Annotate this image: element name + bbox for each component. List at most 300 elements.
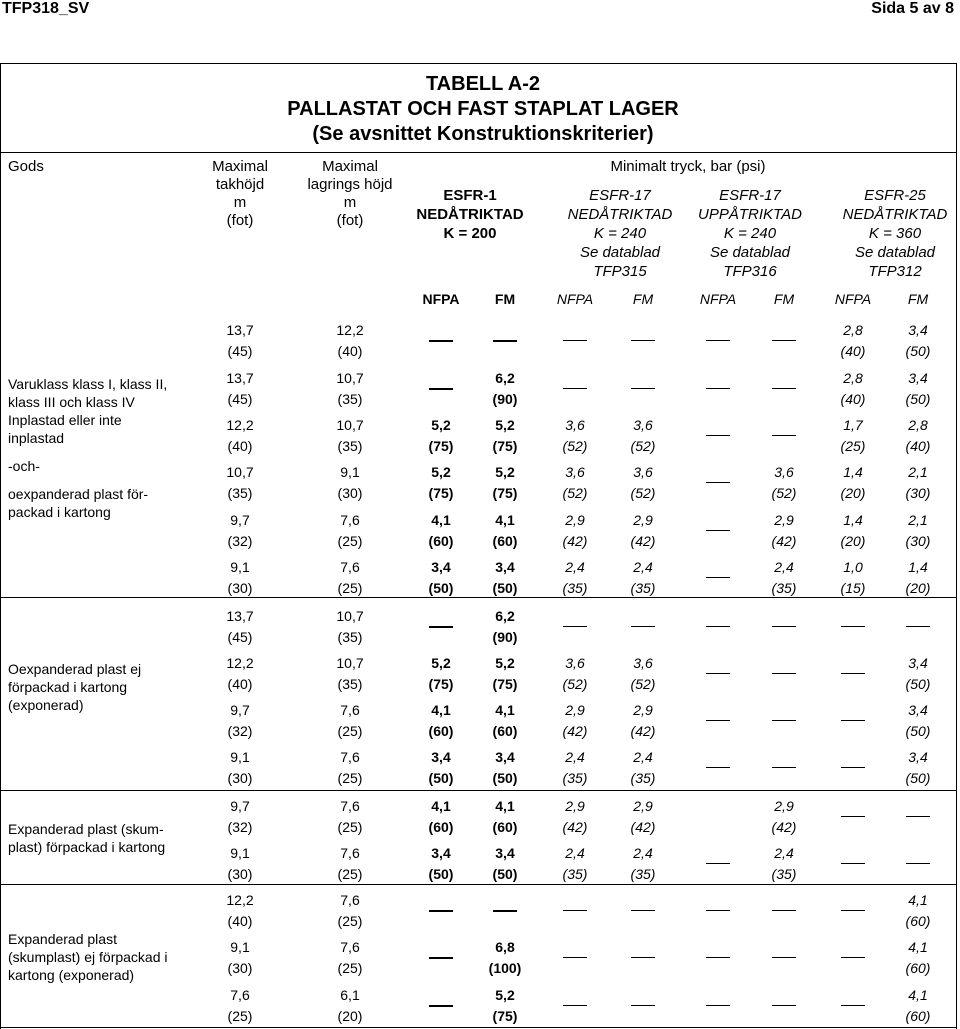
pressure-cell-text: (42) bbox=[630, 533, 656, 549]
no-value-dash bbox=[631, 957, 655, 958]
lagring-cell-text: (25) bbox=[337, 533, 363, 549]
esfr17u-header-line: K = 240 bbox=[723, 225, 777, 242]
no-value-dash bbox=[631, 340, 655, 341]
no-value-dash bbox=[772, 340, 796, 341]
pressure-cell bbox=[883, 890, 953, 932]
pressure-cell-text: 4,1 bbox=[908, 892, 928, 908]
no-value-dash bbox=[429, 388, 453, 390]
no-value-dash bbox=[772, 720, 796, 721]
pressure-cell-text: 2,4 bbox=[565, 559, 585, 575]
pressure-cell-text: (15) bbox=[840, 580, 866, 596]
pressure-cell bbox=[883, 700, 953, 742]
no-value-dash bbox=[563, 957, 587, 958]
no-value-dash bbox=[706, 435, 730, 436]
lagring-cell-text: (25) bbox=[337, 580, 363, 596]
pressure-cell-text: 3,6 bbox=[565, 464, 585, 480]
no-value-dash bbox=[906, 863, 930, 864]
gods-group-2 bbox=[8, 660, 188, 714]
pressure-cell-text: 1,4 bbox=[908, 559, 928, 575]
no-value-dash bbox=[841, 720, 865, 721]
takhojd-cell bbox=[200, 368, 280, 410]
lagring-header-line: m bbox=[343, 194, 357, 211]
pressure-cell-text: (40) bbox=[840, 343, 866, 359]
takhojd-cell-text: (40) bbox=[227, 676, 253, 692]
no-value-dash bbox=[772, 626, 796, 627]
no-value-dash bbox=[706, 720, 730, 721]
takhojd-cell-text: 9,7 bbox=[230, 702, 250, 718]
lagring-cell bbox=[310, 700, 390, 742]
lagring-cell-text: (35) bbox=[337, 676, 363, 692]
gods-group-1 bbox=[8, 375, 188, 521]
pressure-cell-text: 3,4 bbox=[495, 559, 515, 575]
pressure-cell bbox=[540, 843, 610, 885]
lagring-cell bbox=[310, 606, 390, 648]
pressure-cell-text: 2,9 bbox=[565, 702, 585, 718]
esfr25-header-line: TFP312 bbox=[868, 263, 922, 280]
pressure-cell bbox=[470, 747, 540, 789]
esfr17n-header-line: NEDÅTRIKTAD bbox=[567, 206, 673, 223]
gods-group-3 bbox=[8, 820, 188, 856]
esfr1-header bbox=[410, 186, 530, 243]
takhojd-cell bbox=[200, 796, 280, 838]
pressure-cell-text: (60) bbox=[905, 1008, 931, 1024]
no-value-dash bbox=[631, 1005, 655, 1006]
pressure-cell-text: 5,2 bbox=[495, 464, 515, 480]
pressure-cell bbox=[608, 415, 678, 457]
pressure-cell bbox=[883, 415, 953, 457]
no-value-dash bbox=[706, 1005, 730, 1006]
pressure-cell-text: 2,9 bbox=[633, 512, 653, 528]
esfr25-header-line: K = 360 bbox=[868, 225, 922, 242]
pressure-cell-text: 2,9 bbox=[565, 798, 585, 814]
gods-text: inplastad bbox=[8, 430, 65, 446]
pressure-cell-text: 3,4 bbox=[495, 749, 515, 765]
pressure-cell-text: 3,4 bbox=[908, 702, 928, 718]
pressure-cell-text: (42) bbox=[771, 819, 797, 835]
pressure-cell-text: (52) bbox=[562, 438, 588, 454]
lagring-cell-text: 10,7 bbox=[336, 608, 364, 624]
pressure-cell-text: 2,1 bbox=[908, 512, 928, 528]
takhojd-cell-text: (30) bbox=[227, 960, 253, 976]
no-value-dash bbox=[563, 910, 587, 911]
pressure-cell-text: (35) bbox=[771, 866, 797, 882]
pressure-cell-text: (50) bbox=[905, 676, 931, 692]
pressure-cell-text: 6,2 bbox=[495, 608, 515, 624]
pressure-cell bbox=[818, 368, 888, 410]
no-value-dash bbox=[706, 767, 730, 768]
pressure-cell-text: 4,1 bbox=[495, 702, 515, 718]
gods-text: förpackad i kartong bbox=[8, 679, 128, 695]
pressure-cell-text: (50) bbox=[428, 770, 454, 786]
table-title-line: (Se avsnittet Konstruktionskriterier) bbox=[312, 123, 654, 145]
gods-group-4 bbox=[8, 930, 188, 984]
takhojd-cell-text: 9,1 bbox=[230, 939, 250, 955]
pressure-cell-text: 1,4 bbox=[843, 512, 863, 528]
no-value-dash bbox=[563, 388, 587, 389]
pressure-cell-text: 3,6 bbox=[565, 417, 585, 433]
takhojd-cell bbox=[200, 890, 280, 932]
pressure-cell-text: (52) bbox=[562, 676, 588, 692]
esfr25-header-line: NEDÅTRIKTAD bbox=[842, 206, 948, 223]
fm-label: FM bbox=[632, 291, 654, 307]
pressure-cell-text: (50) bbox=[905, 723, 931, 739]
no-value-dash bbox=[706, 577, 730, 578]
esfr25-header-line: Se datablad bbox=[854, 244, 936, 261]
no-value-dash bbox=[706, 626, 730, 627]
pressure-cell bbox=[470, 510, 540, 552]
pressure-cell bbox=[749, 510, 819, 552]
gods-text: klass III och klass IV bbox=[8, 394, 135, 410]
no-value-dash bbox=[772, 435, 796, 436]
pressure-cell-text: (35) bbox=[630, 866, 656, 882]
pressure-cell-text: 4,1 bbox=[431, 702, 451, 718]
pressure-cell-text: (60) bbox=[905, 913, 931, 929]
takhojd-cell-text: (25) bbox=[227, 1008, 253, 1024]
no-value-dash bbox=[841, 910, 865, 911]
table-border-bottom bbox=[0, 1027, 957, 1028]
lagring-cell-text: (20) bbox=[337, 1008, 363, 1024]
pressure-cell-text: 3,4 bbox=[431, 845, 451, 861]
pressure-cell bbox=[470, 606, 540, 648]
gods-text: Oexpanderad plast ej bbox=[8, 661, 142, 677]
pressure-cell bbox=[818, 415, 888, 457]
lagring-cell-text: 7,6 bbox=[340, 559, 360, 575]
pressure-cell bbox=[406, 462, 476, 504]
no-value-dash bbox=[631, 388, 655, 389]
pressure-cell-text: (42) bbox=[562, 533, 588, 549]
takhojd-cell bbox=[200, 415, 280, 457]
no-value-dash bbox=[706, 388, 730, 389]
esfr17n-header bbox=[555, 186, 685, 281]
pressure-cell bbox=[883, 747, 953, 789]
pressure-cell-text: (40) bbox=[905, 438, 931, 454]
pressure-cell bbox=[540, 462, 610, 504]
takhojd-cell-text: 13,7 bbox=[226, 322, 254, 338]
gods-text: oexpanderad plast för- bbox=[8, 486, 149, 502]
pressure-cell-text: (75) bbox=[428, 676, 454, 692]
gods-text: packad i kartong bbox=[8, 504, 111, 520]
lagring-cell bbox=[310, 462, 390, 504]
esfr17n-header-line: Se datablad bbox=[579, 244, 661, 261]
pressure-cell-text: (25) bbox=[840, 438, 866, 454]
table-title bbox=[283, 72, 683, 147]
pressure-cell bbox=[883, 510, 953, 552]
pressure-cell bbox=[406, 843, 476, 885]
pressure-cell bbox=[470, 796, 540, 838]
lagring-cell-text: 6,1 bbox=[340, 987, 360, 1003]
pressure-cell-text: (50) bbox=[428, 580, 454, 596]
pressure-cell-text: 2,1 bbox=[908, 464, 928, 480]
takhojd-cell bbox=[200, 557, 280, 599]
gods-text: Expanderad plast (skum- bbox=[8, 821, 164, 837]
takhojd-cell bbox=[200, 843, 280, 885]
pressure-cell-text: 3,4 bbox=[908, 322, 928, 338]
pressure-cell bbox=[608, 462, 678, 504]
no-value-dash bbox=[906, 626, 930, 627]
fm-label: FM bbox=[773, 291, 795, 307]
lagring-cell-text: (25) bbox=[337, 960, 363, 976]
takhojd-cell-text: (30) bbox=[227, 770, 253, 786]
no-value-dash bbox=[429, 910, 453, 912]
gods-text bbox=[8, 447, 188, 457]
no-value-dash bbox=[772, 388, 796, 389]
pressure-cell bbox=[406, 700, 476, 742]
pressure-cell-text: 4,1 bbox=[908, 987, 928, 1003]
takhojd-header bbox=[190, 158, 290, 230]
no-value-dash bbox=[772, 910, 796, 911]
pressure-cell bbox=[883, 462, 953, 504]
pressure-cell bbox=[608, 653, 678, 695]
esfr1-header-line: K = 200 bbox=[443, 225, 497, 242]
pressure-cell bbox=[883, 653, 953, 695]
takhojd-header-line: m bbox=[233, 194, 247, 211]
pressure-cell bbox=[470, 368, 540, 410]
pressure-cell-text: (100) bbox=[488, 960, 522, 976]
pressure-cell-text: 2,4 bbox=[774, 559, 794, 575]
no-value-dash bbox=[706, 530, 730, 531]
pressure-cell-text: 2,8 bbox=[843, 370, 863, 386]
pressure-cell bbox=[749, 796, 819, 838]
pressure-cell bbox=[883, 368, 953, 410]
esfr1-header-line: ESFR-1 bbox=[443, 187, 497, 204]
no-value-dash bbox=[841, 863, 865, 864]
pressure-cell-text: (52) bbox=[630, 438, 656, 454]
gods-text: Expanderad plast bbox=[8, 931, 117, 947]
pressure-cell-text: (60) bbox=[905, 960, 931, 976]
lagring-cell-text: 10,7 bbox=[336, 655, 364, 671]
esfr17u-header-line: ESFR-17 bbox=[719, 187, 781, 204]
lagring-cell-text: (35) bbox=[337, 438, 363, 454]
gods-text: plast) förpackad i kartong bbox=[8, 839, 166, 855]
lagring-header bbox=[290, 158, 410, 230]
lagring-header-line: Maximal bbox=[322, 158, 378, 175]
pressure-cell-text: (50) bbox=[905, 391, 931, 407]
pressure-cell bbox=[406, 510, 476, 552]
pressure-cell-text: 2,4 bbox=[633, 845, 653, 861]
pressure-cell-text: (75) bbox=[428, 485, 454, 501]
takhojd-header-line: (fot) bbox=[226, 212, 254, 229]
pressure-cell bbox=[406, 796, 476, 838]
esfr25-header bbox=[830, 186, 960, 281]
takhojd-cell-text: 12,2 bbox=[226, 892, 254, 908]
pressure-cell-text: 4,1 bbox=[908, 939, 928, 955]
lagring-cell bbox=[310, 843, 390, 885]
lagring-cell-text: (25) bbox=[337, 819, 363, 835]
pressure-cell bbox=[470, 843, 540, 885]
pressure-cell bbox=[406, 557, 476, 599]
esfr17u-header-line: UPPÅTRIKTAD bbox=[698, 206, 802, 223]
takhojd-cell-text: (45) bbox=[227, 391, 253, 407]
pressure-cell-text: 2,9 bbox=[633, 798, 653, 814]
pressure-cell bbox=[406, 747, 476, 789]
pressure-cell bbox=[608, 510, 678, 552]
lagring-cell bbox=[310, 796, 390, 838]
lagring-cell-text: (40) bbox=[337, 343, 363, 359]
takhojd-cell-text: 9,1 bbox=[230, 559, 250, 575]
takhojd-cell bbox=[200, 653, 280, 695]
pressure-cell-text: 6,2 bbox=[495, 370, 515, 386]
takhojd-cell-text: 7,6 bbox=[230, 987, 250, 1003]
no-value-dash bbox=[429, 340, 453, 342]
pressure-cell-text: 4,1 bbox=[431, 798, 451, 814]
pressure-cell-text: (60) bbox=[428, 533, 454, 549]
no-value-dash bbox=[706, 673, 730, 674]
nfpa-label: NFPA bbox=[834, 291, 872, 307]
pressure-cell-text: 5,2 bbox=[495, 987, 515, 1003]
pressure-cell-text: (60) bbox=[428, 723, 454, 739]
gods-text: (skumplast) ej förpackad i bbox=[8, 949, 168, 965]
pressure-cell-text: 3,6 bbox=[565, 655, 585, 671]
lagring-cell bbox=[310, 653, 390, 695]
no-value-dash bbox=[772, 1005, 796, 1006]
takhojd-cell bbox=[200, 606, 280, 648]
takhojd-cell-text: (45) bbox=[227, 629, 253, 645]
lagring-cell-text: 12,2 bbox=[336, 322, 364, 338]
no-value-dash bbox=[841, 816, 865, 817]
pressure-cell bbox=[608, 796, 678, 838]
no-value-dash bbox=[563, 626, 587, 627]
no-value-dash bbox=[841, 1005, 865, 1006]
pressure-cell-text: 2,4 bbox=[565, 749, 585, 765]
pressure-cell bbox=[749, 557, 819, 599]
no-value-dash bbox=[631, 910, 655, 911]
takhojd-cell-text: (30) bbox=[227, 580, 253, 596]
pressure-cell-text: (52) bbox=[630, 676, 656, 692]
pressure-cell-text: (75) bbox=[492, 676, 518, 692]
takhojd-cell-text: 9,7 bbox=[230, 798, 250, 814]
pressure-cell-text: (52) bbox=[771, 485, 797, 501]
pressure-cell-text: (75) bbox=[492, 438, 518, 454]
pressure-cell-text: (75) bbox=[492, 485, 518, 501]
pressure-cell-text: 1,7 bbox=[843, 417, 863, 433]
gods-text: Varuklass klass I, klass II, bbox=[8, 376, 168, 392]
takhojd-header-line: takhöjd bbox=[215, 176, 265, 193]
pressure-cell bbox=[608, 700, 678, 742]
pressure-cell-text: 3,4 bbox=[431, 749, 451, 765]
takhojd-cell bbox=[200, 510, 280, 552]
pressure-cell-text: 3,6 bbox=[633, 464, 653, 480]
pressure-cell bbox=[470, 415, 540, 457]
pressure-cell bbox=[470, 653, 540, 695]
pressure-cell bbox=[608, 557, 678, 599]
pressure-cell-text: (42) bbox=[630, 723, 656, 739]
pressure-cell-text: (60) bbox=[428, 819, 454, 835]
takhojd-cell bbox=[200, 700, 280, 742]
lagring-cell-text: 7,6 bbox=[340, 749, 360, 765]
esfr17u-header-line: Se datablad bbox=[709, 244, 791, 261]
pressure-cell bbox=[470, 462, 540, 504]
pressure-cell bbox=[818, 510, 888, 552]
pressure-cell-text: 3,4 bbox=[908, 655, 928, 671]
no-value-dash bbox=[772, 673, 796, 674]
pressure-cell-text: 4,1 bbox=[495, 512, 515, 528]
gods-text: kartong (exponerad) bbox=[8, 967, 135, 983]
pressure-cell-text: 3,4 bbox=[431, 559, 451, 575]
pressure-cell-text: (35) bbox=[630, 770, 656, 786]
lagring-cell bbox=[310, 415, 390, 457]
no-value-dash bbox=[706, 340, 730, 341]
lagring-cell bbox=[310, 557, 390, 599]
pressure-cell-text: 2,9 bbox=[565, 512, 585, 528]
pressure-cell bbox=[883, 320, 953, 362]
esfr17u-header-line: TFP316 bbox=[723, 263, 777, 280]
pressure-cell-text: 2,9 bbox=[633, 702, 653, 718]
lagring-header-line: (fot) bbox=[336, 212, 364, 229]
pressure-cell-text: 5,2 bbox=[431, 655, 451, 671]
pressure-cell-text: (35) bbox=[771, 580, 797, 596]
no-value-dash bbox=[706, 863, 730, 864]
takhojd-cell-text: 12,2 bbox=[226, 655, 254, 671]
pressure-cell-text: (30) bbox=[905, 485, 931, 501]
pressure-cell-text: (42) bbox=[630, 819, 656, 835]
pressure-cell-text: 2,4 bbox=[633, 749, 653, 765]
esfr17u-header bbox=[685, 186, 815, 281]
no-value-dash bbox=[706, 957, 730, 958]
lagring-cell-text: 7,6 bbox=[340, 702, 360, 718]
pressure-cell-text: (30) bbox=[905, 533, 931, 549]
table-border-left bbox=[0, 63, 1, 1029]
pressure-cell-text: 2,8 bbox=[843, 322, 863, 338]
header-divider bbox=[0, 152, 957, 153]
takhojd-cell-text: (40) bbox=[227, 913, 253, 929]
pressure-cell-text: 1,4 bbox=[843, 464, 863, 480]
esfr25-header-line: ESFR-25 bbox=[864, 187, 926, 204]
pressure-cell-text: 5,2 bbox=[495, 655, 515, 671]
lagring-cell-text: 7,6 bbox=[340, 845, 360, 861]
pressure-cell bbox=[470, 700, 540, 742]
lagring-cell-text: 9,1 bbox=[340, 464, 360, 480]
takhojd-header-line: Maximal bbox=[212, 158, 268, 175]
takhojd-cell-text: (32) bbox=[227, 533, 253, 549]
group-divider bbox=[0, 790, 957, 791]
pressure-cell-text: (50) bbox=[905, 343, 931, 359]
no-value-dash bbox=[631, 626, 655, 627]
pressure-cell bbox=[540, 700, 610, 742]
pressure-cell-text: (75) bbox=[492, 1008, 518, 1024]
pressure-cell-text: (20) bbox=[840, 485, 866, 501]
lagring-cell-text: (25) bbox=[337, 770, 363, 786]
pressure-cell bbox=[749, 843, 819, 885]
pressure-cell-text: 3,6 bbox=[633, 417, 653, 433]
pressure-cell bbox=[470, 985, 540, 1027]
pressure-cell-text: (50) bbox=[905, 770, 931, 786]
takhojd-cell-text: (30) bbox=[227, 866, 253, 882]
takhojd-cell-text: 9,1 bbox=[230, 845, 250, 861]
pressure-cell bbox=[540, 653, 610, 695]
no-value-dash bbox=[493, 340, 517, 342]
lagring-cell-text: (25) bbox=[337, 913, 363, 929]
pressure-cell bbox=[608, 843, 678, 885]
lagring-cell-text: (35) bbox=[337, 629, 363, 645]
pressure-cell bbox=[540, 747, 610, 789]
lagring-cell bbox=[310, 937, 390, 979]
nfpa-label: NFPA bbox=[556, 291, 594, 307]
takhojd-cell bbox=[200, 320, 280, 362]
no-value-dash bbox=[772, 957, 796, 958]
pressure-cell-text: (90) bbox=[492, 391, 518, 407]
pressure-cell-text: 2,4 bbox=[633, 559, 653, 575]
lagring-header-line: lagrings höjd bbox=[307, 176, 393, 193]
pressure-cell-text: (42) bbox=[562, 723, 588, 739]
pressure-cell bbox=[608, 747, 678, 789]
pressure-cell-text: 2,9 bbox=[774, 798, 794, 814]
takhojd-cell-text: (32) bbox=[227, 723, 253, 739]
no-value-dash bbox=[706, 910, 730, 911]
table-border-top bbox=[0, 63, 957, 64]
takhojd-cell-text: 12,2 bbox=[226, 417, 254, 433]
lagring-cell-text: 7,6 bbox=[340, 512, 360, 528]
no-value-dash bbox=[841, 673, 865, 674]
